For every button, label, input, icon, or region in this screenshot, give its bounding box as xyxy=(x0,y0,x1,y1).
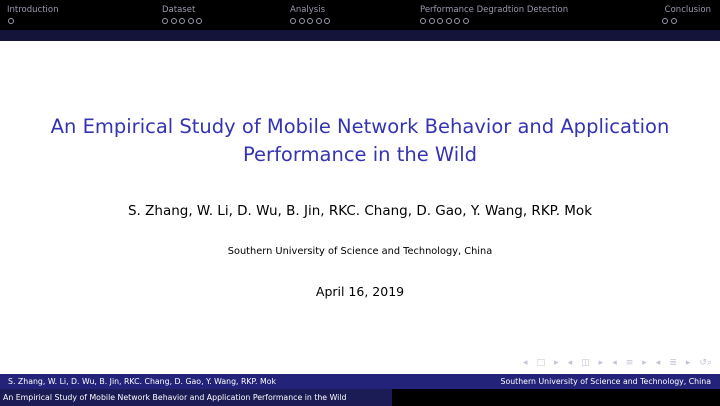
frame-dot[interactable] xyxy=(316,18,322,24)
frame-dot[interactable] xyxy=(420,18,426,24)
beamer-navigation-symbols xyxy=(523,358,712,368)
slide-title-line2: Performance in the Wild xyxy=(242,143,477,166)
subsection-prev-icon[interactable]: ◂ xyxy=(567,358,573,368)
slide-institute: Southern University of Science and Technology, China xyxy=(227,246,493,257)
footer-authors: S. Zhang, W. Li, D. Wu, B. Jin, RKC. Chang, D. Gao, Y. Wang, RKP. Mok xyxy=(8,377,276,386)
nav-section-conclusion[interactable]: Conclusion xyxy=(664,5,711,15)
document-next-icon[interactable]: ▸ xyxy=(685,358,691,368)
nav-dots-performance xyxy=(420,18,469,24)
frame-dot[interactable] xyxy=(324,18,330,24)
frame-dot[interactable] xyxy=(162,18,168,24)
frame-dot[interactable] xyxy=(171,18,177,24)
slide-title xyxy=(0,113,720,169)
frame-dot[interactable] xyxy=(437,18,443,24)
frame-dot[interactable] xyxy=(299,18,305,24)
nav-section-dataset[interactable]: Dataset xyxy=(162,5,196,15)
nav-section-performance-degradtion-detection[interactable]: Performance Degradtion Detection xyxy=(420,5,569,15)
section-prev-icon[interactable]: ◂ xyxy=(612,358,617,368)
slide-date: April 16, 2019 xyxy=(315,284,405,299)
frame-prev-icon[interactable]: ◂ xyxy=(523,358,528,368)
frame-icon[interactable]: □ xyxy=(536,358,546,368)
footer-title-bar xyxy=(0,389,720,406)
frame-dot[interactable] xyxy=(307,18,313,24)
subsection-next-icon[interactable]: ▸ xyxy=(598,358,604,368)
search-icon[interactable]: ↺⌕ xyxy=(699,358,712,368)
footer-title: An Empirical Study of Mobile Network Behavior and Application Performance in the Wild xyxy=(3,393,347,402)
subsection-icon[interactable]: ◫ xyxy=(581,358,590,368)
header-band xyxy=(0,30,720,41)
section-next-icon[interactable]: ▸ xyxy=(642,358,647,368)
footer-author-bar xyxy=(0,374,720,389)
frame-dot[interactable] xyxy=(8,18,14,24)
document-icon[interactable]: ≣ xyxy=(669,358,677,368)
frame-next-icon[interactable]: ▸ xyxy=(554,358,559,368)
section-icon[interactable]: ≡ xyxy=(625,358,634,368)
nav-dots-dataset xyxy=(162,18,202,24)
frame-dot[interactable] xyxy=(446,18,452,24)
document-prev-icon[interactable]: ◂ xyxy=(655,358,661,368)
frame-dot[interactable] xyxy=(188,18,194,24)
section-navigation-bar xyxy=(0,0,720,30)
nav-dots-analysis xyxy=(290,18,330,24)
frame-dot[interactable] xyxy=(463,18,469,24)
nav-section-analysis[interactable]: Analysis xyxy=(290,5,326,15)
frame-dot[interactable] xyxy=(662,18,668,24)
frame-dot[interactable] xyxy=(429,18,435,24)
footer-title-box xyxy=(0,389,392,406)
nav-dots-introduction xyxy=(8,18,14,24)
nav-dots-conclusion xyxy=(662,18,677,24)
frame-dot[interactable] xyxy=(454,18,460,24)
slide-authors: S. Zhang, W. Li, D. Wu, B. Jin, RKC. Chang, D. Gao, Y. Wang, RKP. Mok xyxy=(127,203,593,219)
footer-institute: Southern University of Science and Technology, China xyxy=(500,377,711,386)
frame-dot[interactable] xyxy=(179,18,185,24)
slide-title-line1: An Empirical Study of Mobile Network Behavior and Application xyxy=(50,115,670,138)
frame-dot[interactable] xyxy=(290,18,296,24)
frame-dot[interactable] xyxy=(196,18,202,24)
nav-section-introduction[interactable]: Introduction xyxy=(7,5,59,15)
frame-dot[interactable] xyxy=(671,18,677,24)
